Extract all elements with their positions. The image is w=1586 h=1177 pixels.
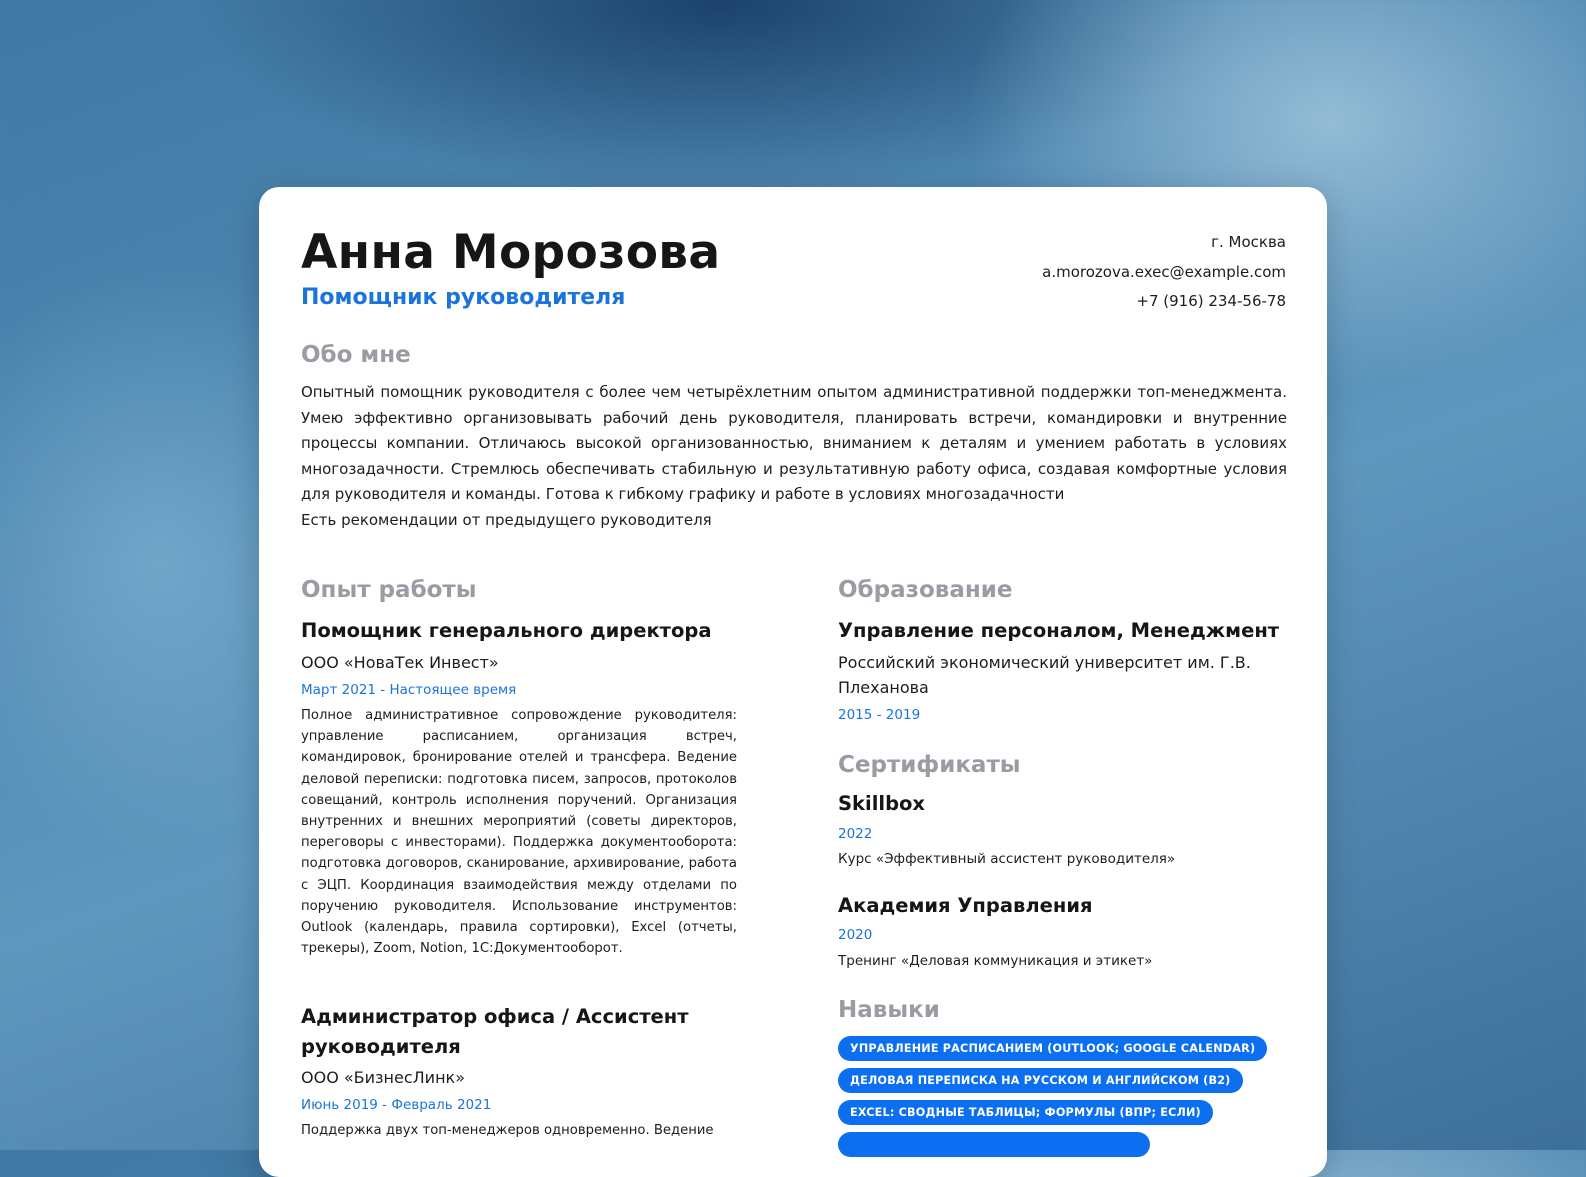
- candidate-name: Анна Морозова: [301, 225, 721, 280]
- job-description: Полное административное сопровождение руководителя: управление расписанием, организация встреч, командировок, бронирование отелей и трансфера. Ведение деловой переписки: подготовка писем, запросов, протоколов совещаний, контроль исполнения поручений. Организация внутренних и внешних мероприятий (советы директоров, переговоры с инвесторами). Поддержка документооборота: подготовка договоров, сканирование, архивирование, работа с ЭЦП. Координация взаимодействия между отделами по поручению руководителя. Использование инструментов: Outlook (календарь, правила сортировки), Excel (отчеты, трекеры), Zoom, Notion, 1С:Документооборот.: [301, 708, 737, 957]
- skill-chip: УПРАВЛЕНИЕ РАСПИСАНИЕМ (OUTLOOK; GOOGLE CALENDAR): [838, 1036, 1267, 1061]
- certificate-course: Тренинг «Деловая коммуникация и этикет»: [838, 953, 1153, 969]
- education-institution: [838, 650, 1251, 700]
- about-text-last: Есть рекомендации от предыдущего руководителя: [301, 510, 712, 529]
- resume-card: [259, 187, 1327, 1177]
- education-institution-line1: Российский экономический университет им. Г.В.: [838, 653, 1251, 672]
- about-title: Обо мне: [301, 342, 411, 368]
- education-degree: Управление персоналом, Менеджмент: [838, 619, 1280, 642]
- certificate-course: Курс «Эффективный ассистент руководителя»: [838, 851, 1176, 867]
- job-position-line2: руководителя: [301, 1035, 461, 1058]
- contact-block: [1042, 228, 1286, 317]
- about-text: Опытный помощник руководителя с более чем четырёхлетним опытом административной поддержки топ-менеджмента. Умею эффективно организовывать рабочий день руководителя, планировать встречи, командировки и внутренние процессы компании. Отличаюсь высокой организованностью, вниманием к деталям и умением работать в условиях многозадачности. Стремлюсь обеспечивать стабильную и результативную работу офиса, создавая комфортные условия для руководителя и команды. Готова к гибкому графику и работе в условиях многозадачности: [301, 383, 1287, 503]
- skills-title: Навыки: [838, 997, 940, 1023]
- education-institution-line2: Плеханова: [838, 678, 929, 697]
- certificates-title: Сертификаты: [838, 752, 1021, 778]
- skill-chip: [838, 1132, 1150, 1157]
- certificate-year: 2020: [838, 927, 873, 943]
- experience-title: Опыт работы: [301, 577, 477, 603]
- job-company: ООО «БизнесЛинк»: [301, 1068, 465, 1087]
- skill-chip: EXCEL: СВОДНЫЕ ТАБЛИЦЫ; ФОРМУЛЫ (ВПР; ЕСЛИ): [838, 1100, 1213, 1125]
- contact-city: г. Москва: [1211, 233, 1286, 251]
- certificate-year: 2022: [838, 826, 873, 842]
- certificate-issuer: Skillbox: [838, 792, 925, 815]
- job-description: Поддержка двух топ-менеджеров одновременно. Ведение: [301, 1123, 714, 1138]
- job-position-line1: Администратор офиса / Ассистент: [301, 1005, 689, 1028]
- job-position: [301, 1002, 689, 1062]
- certificate-issuer: Академия Управления: [838, 894, 1093, 917]
- job-period: Март 2021 - Настоящее время: [301, 682, 517, 698]
- job-company: ООО «НоваТек Инвест»: [301, 653, 499, 672]
- education-title: Образование: [838, 577, 1013, 603]
- candidate-position: Помощник руководителя: [301, 285, 626, 310]
- about-section: [301, 380, 1287, 533]
- education-period: 2015 - 2019: [838, 707, 921, 723]
- job-period: Июнь 2019 - Февраль 2021: [301, 1097, 492, 1113]
- skill-chip: ДЕЛОВАЯ ПЕРЕПИСКА НА РУССКОМ И АНГЛИЙСКОМ (B2): [838, 1068, 1243, 1093]
- contact-phone: +7 (916) 234-56-78: [1136, 292, 1286, 310]
- job-position: Помощник генерального директора: [301, 619, 712, 642]
- contact-email: a.morozova.exec@example.com: [1042, 262, 1286, 281]
